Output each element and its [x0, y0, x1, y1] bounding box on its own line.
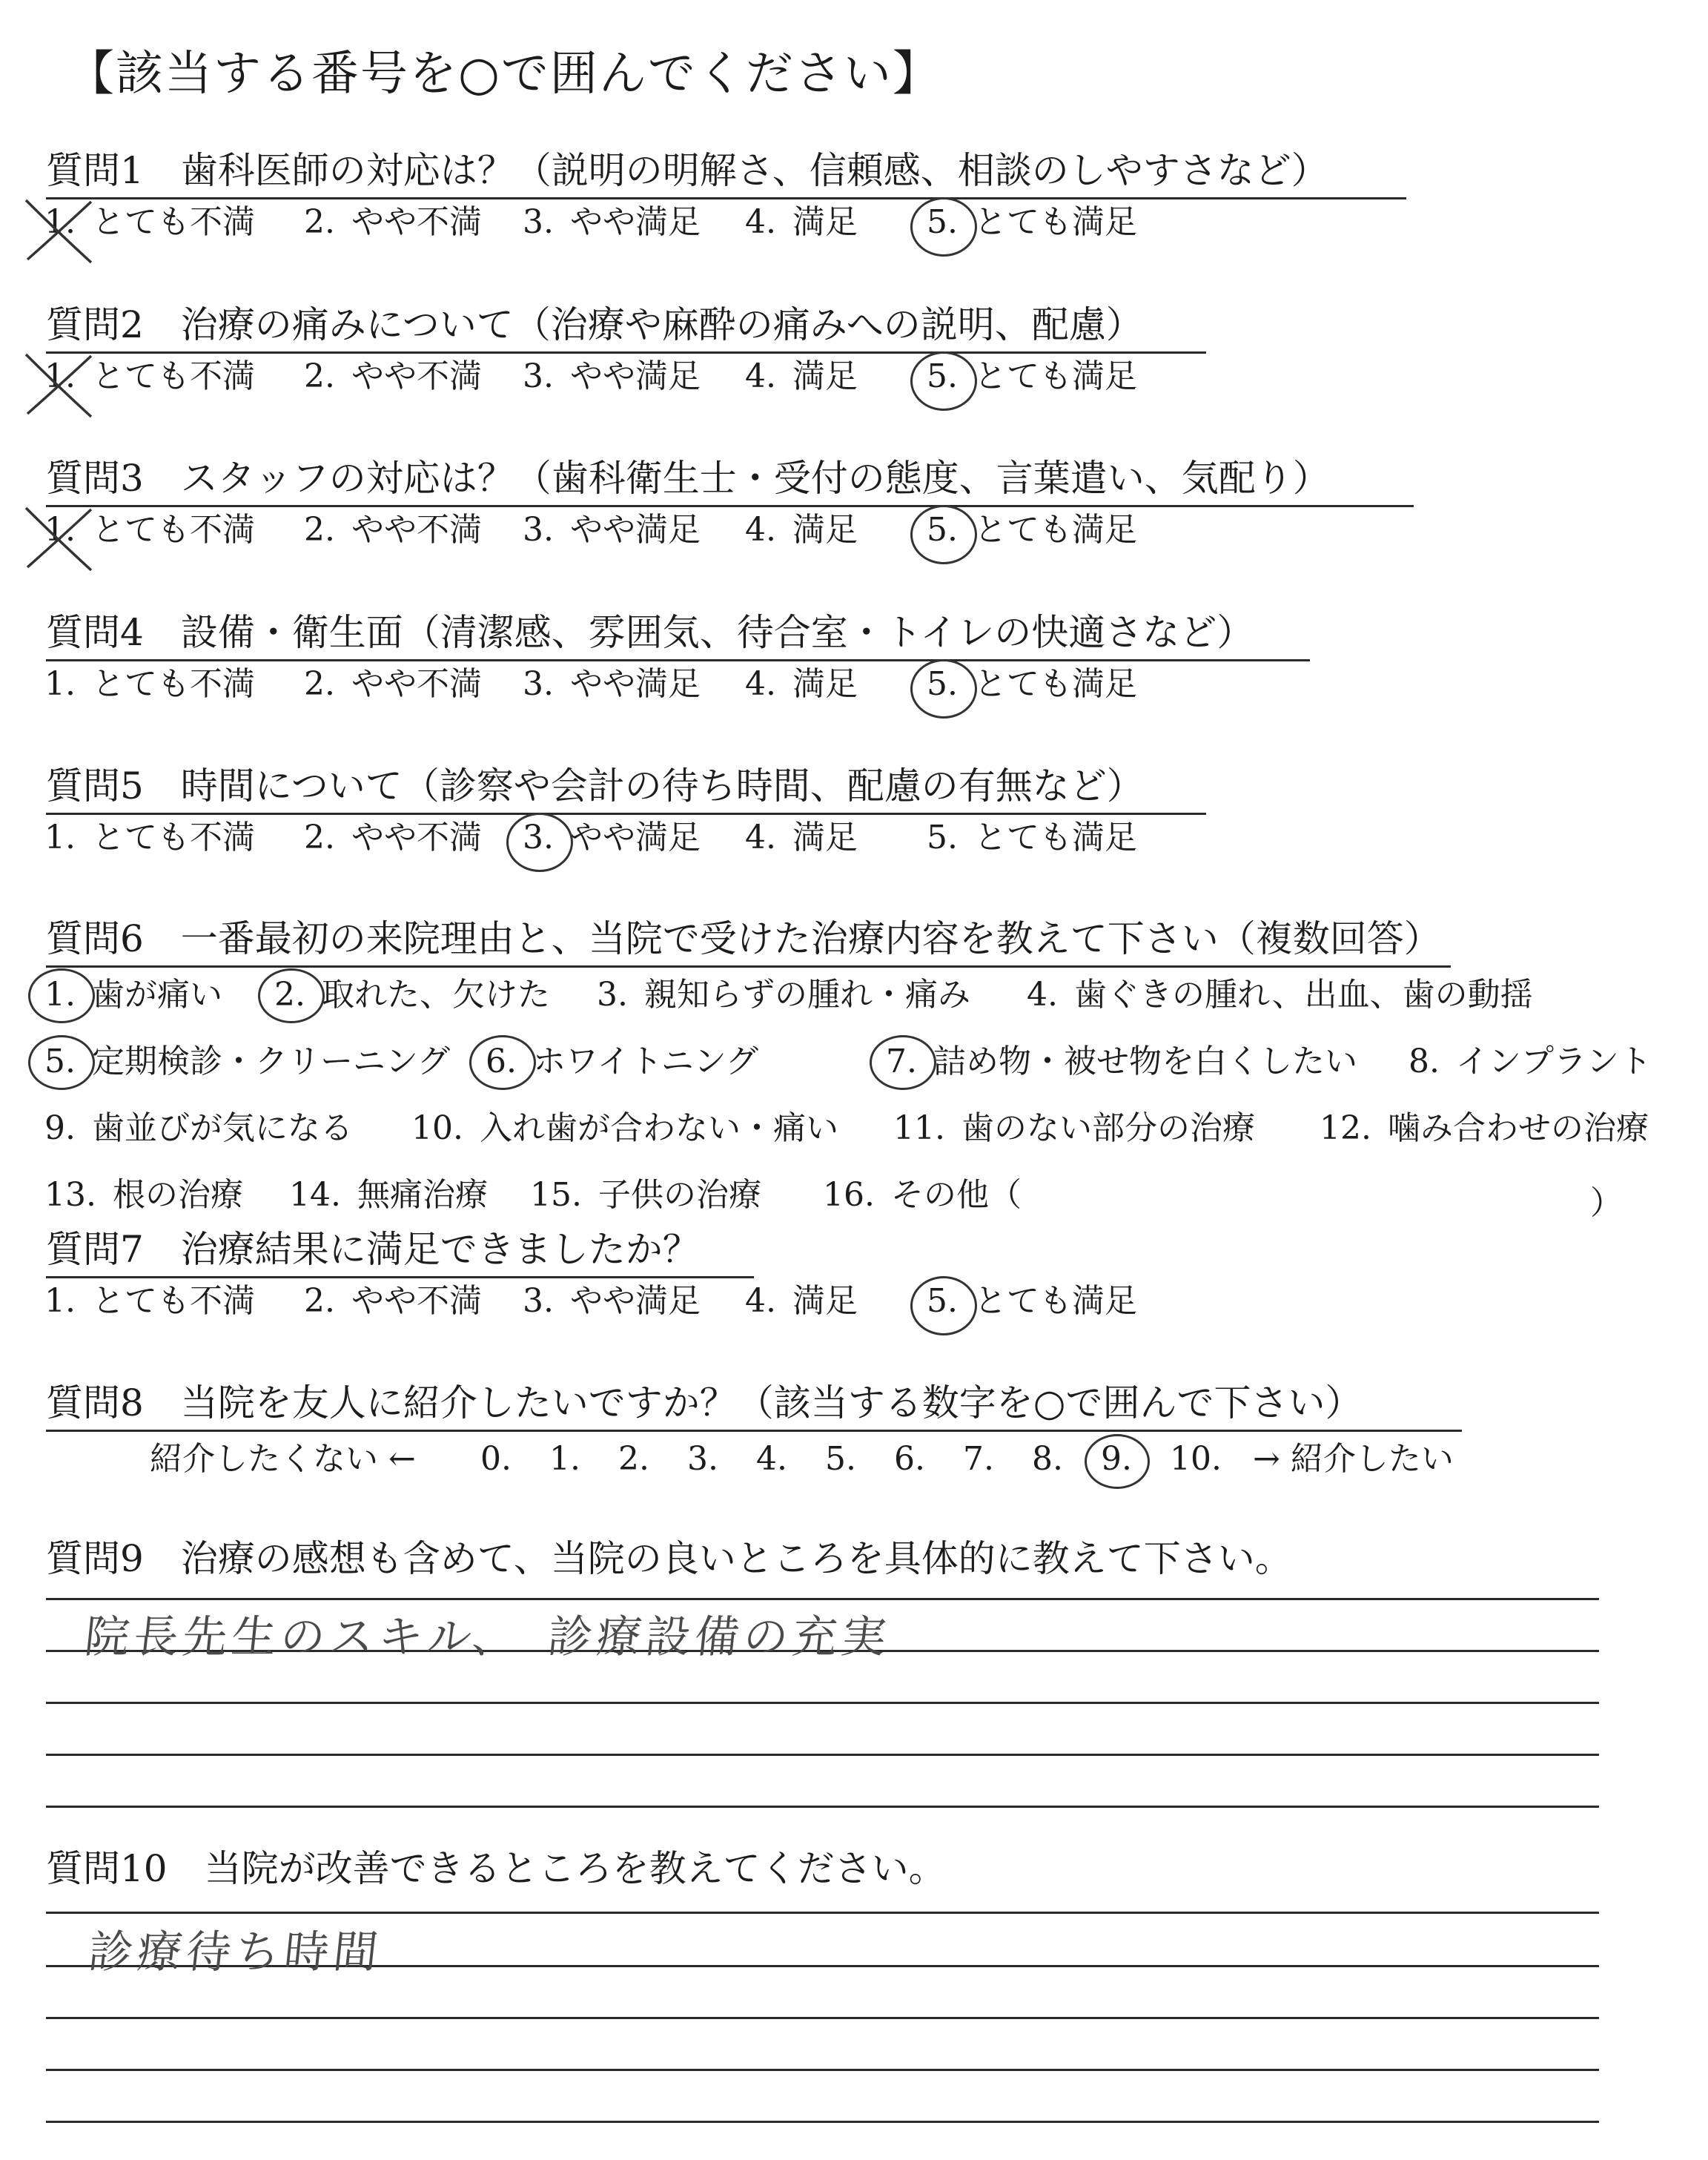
question-underline: [46, 351, 1206, 354]
option-number: 9.: [44, 1109, 76, 1147]
option-number: 5.: [927, 819, 958, 856]
treatment-option[interactable]: [597, 976, 970, 1014]
treatment-option[interactable]: [44, 1109, 353, 1148]
option-label: やや不満: [351, 665, 482, 703]
option-label: 取れた、欠けた: [321, 976, 550, 1014]
option-number: 4.: [745, 203, 776, 241]
option-label: 入れ歯が合わない・痛い: [479, 1109, 838, 1147]
rating-option[interactable]: [745, 819, 858, 857]
rating-option[interactable]: [44, 1282, 255, 1321]
option-number: 11.: [893, 1109, 945, 1147]
treatment-option[interactable]: [1027, 976, 1533, 1014]
option-number: 1.: [44, 1282, 76, 1320]
option-number: 3.: [523, 511, 554, 549]
option-label: 子供の治療: [598, 1176, 761, 1214]
option-number: 14.: [289, 1176, 341, 1214]
question-underline: [46, 1430, 1462, 1432]
treatment-option[interactable]: [893, 1109, 1255, 1148]
option-label: とても不満: [91, 1282, 255, 1320]
scale-option[interactable]: 9.: [1101, 1440, 1132, 1478]
question-title: 質問4 設備・衛生面（清潔感、雰囲気、待合室・トイレの快適さなど）: [46, 611, 1254, 654]
option-label: とても不満: [91, 203, 255, 241]
selected-circle-mark: [258, 968, 325, 1023]
question-underline: [46, 1276, 754, 1278]
answer-writing-line: [46, 1754, 1599, 1756]
question-underline: [46, 659, 1310, 661]
option-number: 4.: [745, 819, 776, 856]
option-label: 根の治療: [112, 1176, 243, 1214]
option-number: 7.: [886, 1043, 917, 1080]
treatment-option[interactable]: [823, 1176, 1022, 1215]
option-label: 親知らずの腫れ・痛み: [643, 976, 970, 1014]
rating-option[interactable]: [304, 1282, 482, 1321]
selected-circle-mark: [910, 505, 977, 564]
treatment-option[interactable]: [44, 1043, 450, 1081]
option-label: 満足: [792, 357, 858, 395]
option-number: 2.: [304, 511, 335, 549]
treatment-option[interactable]: [411, 1109, 838, 1148]
option-label: ホワイトニング: [532, 1043, 759, 1080]
option-label: とても満足: [973, 819, 1137, 856]
option-label: やや満足: [569, 1282, 701, 1320]
selected-circle-mark: [506, 813, 573, 872]
option-number: 1.: [44, 357, 76, 395]
option-number: 1.: [44, 203, 76, 241]
option-label: とても満足: [973, 1282, 1137, 1320]
scale-option[interactable]: 7.: [963, 1440, 994, 1478]
option-label: とても不満: [91, 665, 255, 703]
option-number: 4.: [745, 1282, 776, 1320]
option-number: 1.: [44, 665, 76, 703]
option-label: 満足: [792, 1282, 858, 1320]
option-number: 5.: [927, 511, 958, 549]
option-label: やや不満: [351, 203, 482, 241]
question-underline: [46, 813, 1206, 815]
option-number: 5.: [927, 203, 958, 241]
question-title: 質問1 歯科医師の対応は？（説明の明解さ、信頼感、相談のしやすさなど）: [46, 149, 1328, 192]
option-number: 2.: [274, 976, 305, 1014]
cross-out-mark: [19, 502, 100, 576]
scale-right-label: → 紹介したい: [1253, 1440, 1454, 1478]
rating-option[interactable]: [304, 203, 482, 242]
option-number: 6.: [486, 1043, 517, 1080]
option-label: 詰め物・被せ物を白くしたい: [933, 1043, 1357, 1080]
selected-circle-mark: [28, 1035, 95, 1090]
scale-option[interactable]: 4.: [756, 1440, 787, 1478]
option-number: 13.: [44, 1176, 96, 1214]
option-label: やや満足: [569, 357, 701, 395]
question-title: 質問10 当院が改善できるところを教えてください。: [46, 1847, 946, 1890]
answer-writing-line: [46, 1598, 1599, 1600]
option-label: 無痛治療: [357, 1176, 488, 1214]
option-label: 歯が痛い: [91, 976, 222, 1014]
treatment-option[interactable]: [530, 1176, 761, 1215]
scale-option[interactable]: 3.: [687, 1440, 718, 1478]
selected-circle-mark: [28, 968, 95, 1023]
treatment-option[interactable]: [289, 1176, 488, 1215]
option-number: 4.: [745, 665, 776, 703]
option-number: 2.: [304, 665, 335, 703]
rating-option[interactable]: [745, 203, 858, 242]
question-underline: [46, 965, 1451, 968]
option-number: 5.: [44, 1043, 76, 1080]
answer-writing-line: [46, 2121, 1599, 2123]
rating-option[interactable]: [523, 203, 701, 242]
option-number: 1.: [44, 511, 76, 549]
option-number: 3.: [597, 976, 628, 1014]
selected-circle-mark: [910, 197, 977, 257]
rating-option[interactable]: [745, 665, 858, 704]
option-number: 3.: [523, 357, 554, 395]
handwritten-answer: 院長先生のスキル、 診療設備の充実: [82, 1611, 893, 1663]
option-number: 1.: [44, 976, 76, 1014]
instruction-header: 【該当する番号を○で囲んでください】: [67, 47, 941, 102]
option-number: 8.: [1409, 1043, 1440, 1080]
option-label: やや不満: [351, 357, 482, 395]
rating-option[interactable]: [44, 665, 255, 704]
rating-option[interactable]: [523, 357, 701, 396]
answer-writing-line: [46, 1806, 1599, 1808]
option-number: 2.: [304, 819, 335, 856]
option-number: 3.: [523, 819, 554, 856]
rating-option[interactable]: [304, 665, 482, 704]
option-label: 満足: [792, 819, 858, 856]
option-label: やや不満: [351, 1282, 482, 1320]
question-title: 質問9 治療の感想も含めて、当院の良いところを具体的に教えて下さい。: [46, 1537, 1292, 1580]
option-label: 噛み合わせの治療: [1387, 1109, 1649, 1147]
treatment-option[interactable]: [44, 1176, 243, 1215]
option-label: その他（: [890, 1176, 1022, 1214]
option-label: 歯のない部分の治療: [961, 1109, 1255, 1147]
question-title: 質問2 治療の痛みについて（治療や麻酔の痛みへの説明、配慮）: [46, 303, 1143, 346]
option-number: 10.: [411, 1109, 463, 1147]
option-label: やや不満: [351, 819, 482, 856]
question-title: 質問8 当院を友人に紹介したいですか？（該当する数字を○で囲んで下さい）: [46, 1381, 1363, 1424]
question-title: 質問7 治療結果に満足できましたか？: [46, 1228, 700, 1271]
option-number: 4.: [1027, 976, 1058, 1014]
option-label: 満足: [792, 511, 858, 549]
option-label: 満足: [792, 203, 858, 241]
scale-option[interactable]: 6.: [894, 1440, 925, 1478]
option-number: 4.: [745, 511, 776, 549]
option-label: とても満足: [973, 357, 1137, 395]
option-label: 歯並びが気になる: [91, 1109, 353, 1147]
rating-option[interactable]: [304, 511, 482, 549]
option-number: 2.: [304, 1282, 335, 1320]
rating-option[interactable]: [304, 357, 482, 396]
question-underline: [46, 197, 1406, 199]
option-number: 15.: [530, 1176, 582, 1214]
rating-option[interactable]: [927, 819, 1137, 857]
other-close-paren: ）: [1590, 1184, 1623, 1222]
option-label: 定期検診・クリーニング: [91, 1043, 451, 1080]
scale-left-label: 紹介したくない ←: [150, 1440, 416, 1478]
selected-circle-mark: [910, 351, 977, 411]
treatment-option[interactable]: [1409, 1043, 1652, 1081]
option-label: やや満足: [569, 665, 701, 703]
option-number: 12.: [1320, 1109, 1371, 1147]
question-title: 質問3 スタッフの対応は？（歯科衛生士・受付の態度、言葉遣い、気配り）: [46, 457, 1330, 500]
option-number: 2.: [304, 203, 335, 241]
scale-option[interactable]: 8.: [1032, 1440, 1063, 1478]
option-label: やや満足: [569, 511, 701, 549]
option-number: 5.: [927, 357, 958, 395]
option-label: 歯ぐきの腫れ、出血、歯の動揺: [1073, 976, 1533, 1014]
option-number: 3.: [523, 665, 554, 703]
rating-option[interactable]: [44, 819, 255, 857]
selected-circle-mark: [910, 1276, 977, 1335]
option-number: 5.: [927, 1282, 958, 1320]
selected-circle-mark: [910, 659, 977, 719]
option-number: 3.: [523, 1282, 554, 1320]
scale-option[interactable]: 5.: [825, 1440, 856, 1478]
selected-circle-mark: [870, 1035, 936, 1090]
option-label: とても満足: [973, 511, 1137, 549]
treatment-option[interactable]: [886, 1043, 1357, 1081]
cross-out-mark: [19, 349, 100, 423]
option-number: 16.: [823, 1176, 875, 1214]
option-label: とても不満: [91, 357, 255, 395]
option-number: 2.: [304, 357, 335, 395]
selected-circle-mark: [1085, 1434, 1150, 1489]
rating-option[interactable]: [523, 511, 701, 549]
option-label: とても不満: [91, 511, 255, 549]
scale-option[interactable]: 1.: [549, 1440, 580, 1478]
option-label: やや満足: [569, 203, 701, 241]
option-label: とても満足: [973, 203, 1137, 241]
handwritten-answer: 診療待ち時間: [85, 1926, 385, 1978]
answer-writing-line: [46, 2017, 1599, 2019]
answer-writing-line: [46, 1702, 1599, 1704]
option-number: 1.: [44, 819, 76, 856]
answer-writing-line: [46, 1912, 1599, 1914]
rating-option[interactable]: [745, 357, 858, 396]
option-number: 3.: [523, 203, 554, 241]
rating-option[interactable]: [745, 1282, 858, 1321]
treatment-option[interactable]: [1320, 1109, 1649, 1148]
option-number: 4.: [745, 357, 776, 395]
rating-option[interactable]: [523, 1282, 701, 1321]
option-label: やや満足: [569, 819, 701, 856]
selected-circle-mark: [469, 1035, 536, 1090]
question-title: 質問6 一番最初の来院理由と、当院で受けた治療内容を教えて下さい（複数回答）: [46, 917, 1441, 960]
option-number: 5.: [927, 665, 958, 703]
cross-out-mark: [19, 194, 100, 268]
option-label: インプラント: [1455, 1043, 1652, 1080]
option-label: 満足: [792, 665, 858, 703]
scale-option[interactable]: 2.: [618, 1440, 649, 1478]
scale-option[interactable]: 10.: [1170, 1440, 1222, 1478]
rating-option[interactable]: [304, 819, 482, 857]
option-label: やや不満: [351, 511, 482, 549]
option-label: とても不満: [91, 819, 255, 856]
rating-option[interactable]: [523, 665, 701, 704]
question-title: 質問5 時間について（診察や会計の待ち時間、配慮の有無など）: [46, 764, 1144, 807]
rating-option[interactable]: [745, 511, 858, 549]
question-underline: [46, 505, 1414, 507]
option-label: とても満足: [973, 665, 1137, 703]
scale-option[interactable]: 0.: [480, 1440, 512, 1478]
answer-writing-line: [46, 2069, 1599, 2071]
